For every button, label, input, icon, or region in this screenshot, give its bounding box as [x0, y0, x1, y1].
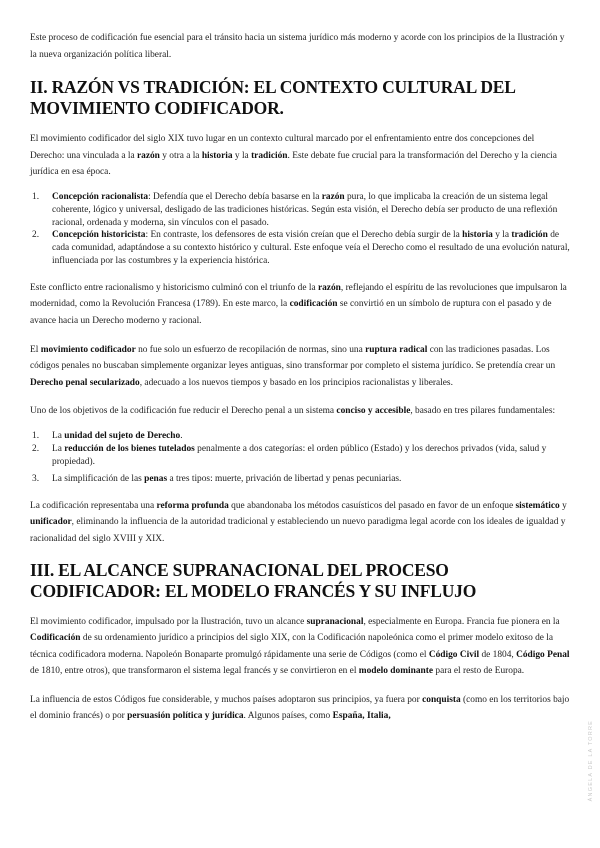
paragraph-context: El movimiento codificador del siglo XIX tuvo lugar en un contexto cultural marcado por el enfrentamiento entre dos concepciones del Derecho: una vinculada a la razón y otra a la historia y la tradición. Este debate fue crucial para la transformación del Derecho y la ciencia jurídica en esa época.: [30, 134, 557, 178]
list-item: 1. Concepción racionalista: Defendía que el Derecho debía basarse en la razón pura, lo que implicaba la creación de un sistema legal coherente, lógico y universal, desligado de las tradiciones históricas. Según esta visión, el Derecho debía ser producto de una reflexión racional, ordenada y moderna, sin vínculos con el pasado.: [32, 191, 558, 228]
intro-paragraph: Este proceso de codificación fue esencial para el tránsito hacia un sistema jurídico más moderno y acorde con los principios de la Ilustración y la nueva organización política liberal.: [30, 33, 565, 60]
pillars-list: [30, 430, 570, 486]
author-watermark: ÁNGELA DE LA TORRE: [588, 720, 594, 802]
section-heading-ii: II. RAZÓN VS TRADICIÓN: EL CONTEXTO CULTURAL DEL MOVIMIENTO CODIFICADOR.: [30, 77, 515, 119]
paragraph-reform: La codificación representaba una reforma profunda que abandonaba los métodos casuísticos del pasado en favor de un enfoque sistemático y unificador, eliminando la influencia de la autoridad tradicional y estableciendo un nuevo paradigma legal acorde con los ideales de igualdad y racionalidad del siglo XVIII y XIX.: [30, 500, 567, 544]
document-page: [30, 30, 570, 725]
paragraph-rupture: El movimiento codificador no fue solo un esfuerzo de recopilación de normas, sino una ruptura radical con las tradiciones pasadas. Los códigos penales no buscaban simplemente organizar leyes antiguas, sino transformar por completo el sistema jurídico. Se pretendía crear un Derecho penal secularizado, adecuado a los nuevos tiempos y basado en los principios racionalistas y liberales.: [30, 344, 556, 388]
list-item: 2. La reducción de los bienes tutelados penalmente a dos categorías: el orden público (Estado) y los derechos privados (vida, salud y propiedad).: [32, 444, 547, 468]
list-item: 1. La unidad del sujeto de Derecho.: [32, 430, 183, 441]
conceptions-list: [30, 191, 570, 268]
section-heading-iii: III. EL ALCANCE SUPRANACIONAL DEL PROCESO CODIFICADOR: EL MODELO FRANCÉS Y SU INFLUJO: [30, 559, 477, 601]
paragraph-conflict: Este conflicto entre racionalismo y historicismo culminó con el triunfo de la razón, reflejando el espíritu de las revoluciones que impulsaron la modernidad, como la Revolución Francesa (1789). En este marco, la codificación se convirtió en un símbolo de ruptura con el pasado y de avance hacia un Derecho moderno y racional.: [30, 282, 567, 326]
paragraph-supranational: El movimiento codificador, impulsado por la Ilustración, tuvo un alcance supranacional, especialmente en Europa. Francia fue pionera en la Codificación de su ordenamiento jurídico a principios del siglo XIX, con la Codificación napoleónica como el primer modelo exitoso de la técnica codificadora moderna. Napoleón Bonaparte promulgó rápidamente una serie de Códigos (como el Código Civil de 1804, Código Penal de 1810, entre otros), que transformaron el sistema legal francés y se convirtieron en el modelo dominante para el resto de Europa.: [30, 616, 570, 677]
paragraph-influence: La influencia de estos Códigos fue considerable, y muchos países adoptaron sus principios, ya fuera por conquista (como en los territorios bajo el dominio francés) o por persuasión política y jurídica. Algunos países, como España, Italia,: [30, 694, 570, 722]
paragraph-objectives: Uno de los objetivos de la codificación fue reducir el Derecho penal a un sistema conciso y accesible, basado en tres pilares fundamentales:: [30, 406, 556, 417]
list-item: 2. Concepción historicista: En contraste, los defensores de esta visión creían que el Derecho debía surgir de la historia y la tradición de cada comunidad, adaptándose a su contexto histórico y cultural. Este enfoque veía el Derecho como el resultado de una evolución natural, influenciada por las costumbres y la experiencia histórica.: [32, 230, 570, 266]
list-item: 3. La simplificación de las penas a tres tipos: muerte, privación de libertad y penas pecuniarias.: [32, 473, 402, 484]
